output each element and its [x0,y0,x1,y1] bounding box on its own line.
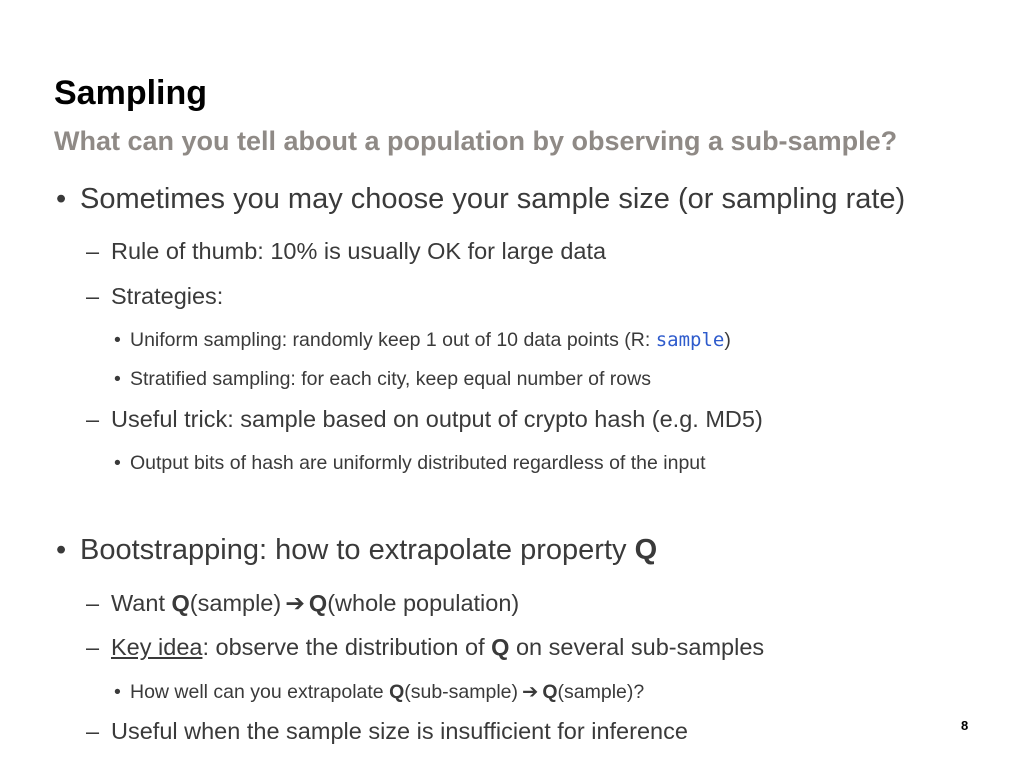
bullet-dot: • [114,368,121,390]
q-symbol: Q [634,534,658,566]
bullet-dot: • [114,452,121,474]
bullet-text: (sample)? [557,681,645,703]
bullet-dot: • [114,681,121,703]
dash: – [86,406,100,432]
sub-sub-bullet-stratified-sampling [114,368,651,391]
q-symbol: Q [542,681,558,703]
bullet-text: (sub-sample) [404,681,519,703]
sub-bullet-strategies [86,283,223,310]
bullet-text: Want [111,590,172,616]
bullet-sample-size [56,183,905,216]
q-symbol: Q [171,590,190,616]
bullet-text: Useful trick: sample based on output of crypto hash (e.g. MD5) [111,406,763,432]
slide-subtitle: What can you tell about a population by observing a sub-sample? [54,126,898,156]
sub-bullet-want-q [86,589,519,617]
bullet-text: Bootstrapping: how to extrapolate property [80,534,635,566]
key-idea-label: Key idea [111,634,203,660]
bullet-text: Output bits of hash are uniformly distributed regardless of the input [130,452,706,474]
bullet-text: (whole population) [327,590,520,616]
bullet-text: Strategies: [111,283,224,309]
slide-title: Sampling [54,74,208,112]
bullet-dot: • [114,329,121,351]
bullet-text: Uniform sampling: randomly keep 1 out of 10 data points (R: [130,329,656,351]
arrow-right-icon: ➔ [285,590,305,616]
dash: – [86,283,100,309]
bullet-text: Rule of thumb: 10% is usually OK for large data [111,238,607,264]
bullet-dot: • [56,183,67,215]
bullet-text: (sample) [189,590,282,616]
bullet-text: Useful when the sample size is insufficient for inference [111,718,688,744]
bullet-text: : observe the distribution of [202,634,492,660]
sub-sub-bullet-extrapolate [114,680,644,704]
sub-bullet-useful-when [86,718,688,745]
sub-bullet-key-idea [86,634,764,661]
dash: – [86,238,100,264]
dash: – [86,590,100,616]
bullet-text: How well can you extrapolate [130,681,390,703]
bullet-text: Sometimes you may choose your sample size (or sampling rate) [80,183,906,215]
page-number: 8 [961,718,969,733]
q-symbol: Q [308,590,328,616]
code-sample: sample [655,329,725,351]
dash: – [86,634,100,660]
q-symbol: Q [389,681,405,703]
dash: – [86,718,100,744]
bullet-text: on several sub-samples [509,634,765,660]
sub-sub-bullet-uniform-sampling [114,329,731,352]
bullet-dot: • [56,534,67,566]
sub-sub-bullet-output-bits [114,452,706,475]
sub-bullet-useful-trick [86,406,763,433]
bullet-text-end: ) [724,329,731,351]
bullet-bootstrapping [56,534,657,567]
sub-bullet-rule-of-thumb [86,238,606,265]
q-symbol: Q [491,634,510,660]
arrow-right-icon: ➔ [522,681,539,703]
bullet-text: Stratified sampling: for each city, keep equal number of rows [130,368,651,390]
